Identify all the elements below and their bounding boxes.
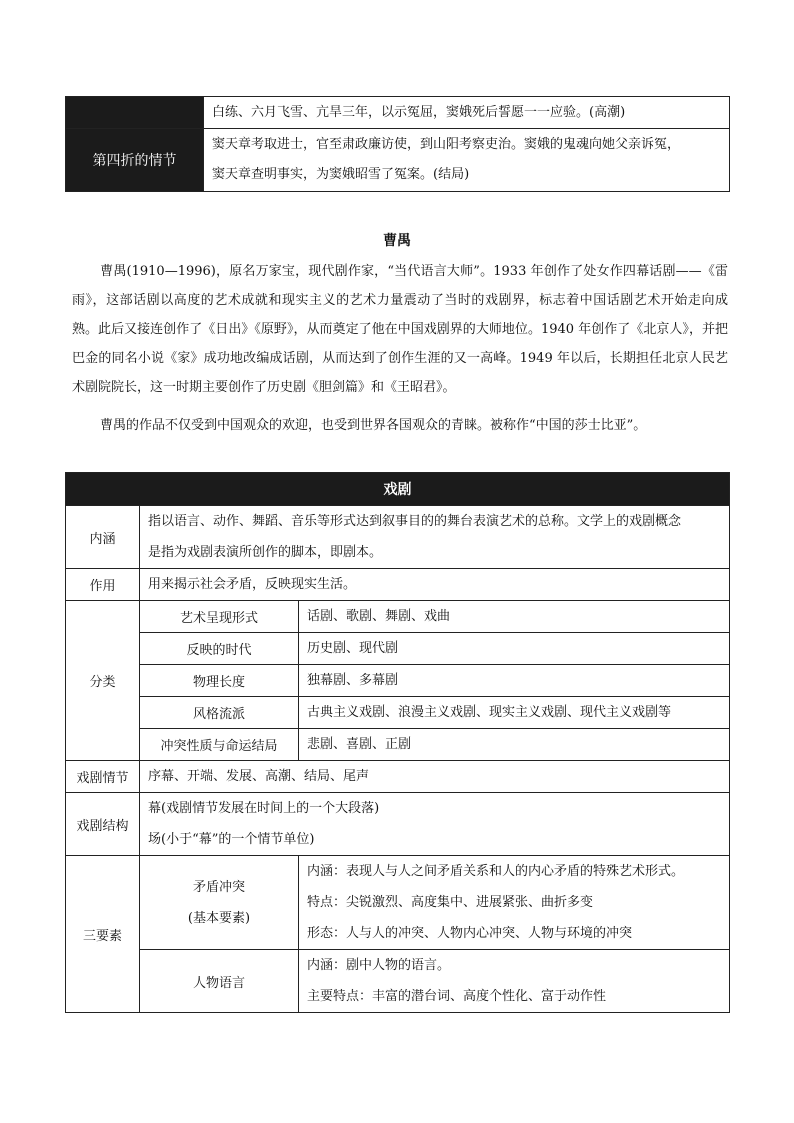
- row-fenlei: [66, 601, 730, 633]
- row-jiegou: [66, 793, 730, 856]
- fenlei-value: 独幕剧、多幕剧: [299, 665, 730, 697]
- conflict-line: 形态：人与人的冲突、人物内心冲突、人物与环境的冲突: [307, 926, 633, 941]
- fenlei-key: 反映的时代: [140, 633, 299, 665]
- fenlei-key: 风格流派: [140, 697, 299, 729]
- plot-table-row: [66, 97, 730, 129]
- row-qingjie: [66, 761, 730, 793]
- language-line: 内涵：剧中人物的语言。: [307, 958, 451, 973]
- label-fenlei: 分类: [66, 601, 140, 761]
- conflict-line: 内涵：表现人与人之间矛盾关系和人的内心矛盾的特殊艺术形式。: [307, 864, 685, 879]
- neihan-value: [140, 506, 730, 569]
- row-fenlei: [66, 697, 730, 729]
- label-zuoyong: 作用: [66, 569, 140, 601]
- neihan-line: 指以语言、动作、舞蹈、音乐等形式达到叙事目的的舞台表演艺术的总称。文学上的戏剧概念: [148, 514, 682, 529]
- conflict-value: [299, 856, 730, 950]
- fenlei-value: 悲剧、喜剧、正剧: [299, 729, 730, 761]
- section-title: 曹禺: [383, 233, 411, 249]
- plot-table: [65, 96, 730, 192]
- language-value: [299, 950, 730, 1013]
- drama-table-header-row: [66, 473, 730, 506]
- language-line: 主要特点：丰富的潜台词、高度个性化、富于动作性: [307, 989, 607, 1004]
- neihan-line: 是指为戏剧表演所创作的脚本，即剧本。: [148, 545, 383, 560]
- row-fenlei: [66, 729, 730, 761]
- row-conflict: [66, 856, 730, 950]
- fenlei-key: 艺术呈现形式: [140, 601, 299, 633]
- label-qingjie: 戏剧情节: [66, 761, 140, 793]
- label-jiegou: 戏剧结构: [66, 793, 140, 856]
- plot-table-cell: [204, 129, 730, 192]
- qingjie-value: 序幕、开端、发展、高潮、结局、尾声: [140, 761, 730, 793]
- jiegou-line: 幕(戏剧情节发展在时间上的一个大段落): [148, 801, 380, 816]
- row-fenlei: [66, 633, 730, 665]
- author-paragraph-2: [72, 411, 728, 440]
- fenlei-value: 历史剧、现代剧: [299, 633, 730, 665]
- plot-table-header-act4: 第四折的情节: [66, 129, 204, 192]
- conflict-key-line: 矛盾冲突: [192, 879, 245, 895]
- author-paragraph-2-text: 曹禺的作品不仅受到中国观众的欢迎，也受到世界各国观众的青睐。被称作“中国的莎士比亚”。: [100, 418, 647, 433]
- language-key: 人物语言: [140, 950, 299, 1013]
- fenlei-value: 古典主义戏剧、浪漫主义戏剧、现实主义戏剧、现代主义戏剧等: [299, 697, 730, 729]
- jiegou-line: 场(小于“幕”的一个情节单位): [148, 832, 315, 847]
- label-sanyaosu: 三要素: [66, 856, 140, 1013]
- row-neihan: [66, 506, 730, 569]
- author-paragraph-1: [72, 257, 728, 402]
- conflict-line: 特点：尖锐激烈、高度集中、进展紧张、曲折多变: [307, 895, 594, 910]
- plot-line: 窦天章考取进士，官至肃政廉访使，到山阳考察吏治。窦娥的鬼魂向她父亲诉冤，: [212, 137, 681, 152]
- row-language: [66, 950, 730, 1013]
- fenlei-value: 话剧、歌剧、舞剧、戏曲: [299, 601, 730, 633]
- conflict-key: [140, 856, 299, 950]
- conflict-key-line: (基本要素): [187, 910, 251, 926]
- fenlei-key: 冲突性质与命运结局: [140, 729, 299, 761]
- author-paragraph-1-text: 曹禺(1910—1996)，原名万家宝，现代剧作家，“当代语言大师”。1933 年创作了处女作四幕话剧——《雷雨》，这部话剧以高度的艺术成就和现实主义的艺术力量震动了当时的戏剧界，标志着中国话剧艺术开始走向成熟。此后又接连创作了《日出》《原野》，从而奠定了他在中国戏剧界的大师地位。1940 年创作了《北京人》，并把巴金的同名小说《家》成功地改编成话剧，从而达到了创作生涯的又一高峰。1949 年以后，长期担任北京人民艺术剧院院长，这一时期主要创作了历史剧《胆剑篇》和《王昭君》。: [72, 264, 728, 395]
- row-zuoyong: [66, 569, 730, 601]
- row-fenlei: [66, 665, 730, 697]
- plot-table-header-empty: [66, 97, 204, 129]
- plot-table-cell: 白练、六月飞雪、亢旱三年，以示冤屈，窦娥死后誓愿一一应验。(高潮): [204, 97, 730, 129]
- plot-table-row: [66, 129, 730, 192]
- drama-table-header: 戏剧: [66, 473, 730, 506]
- jiegou-value: [140, 793, 730, 856]
- zuoyong-value: 用来揭示社会矛盾，反映现实生活。: [140, 569, 730, 601]
- fenlei-key: 物理长度: [140, 665, 299, 697]
- label-neihan: 内涵: [66, 506, 140, 569]
- drama-table: [65, 472, 730, 1013]
- plot-line: 窦天章查明事实，为窦娥昭雪了冤案。(结局): [212, 167, 470, 182]
